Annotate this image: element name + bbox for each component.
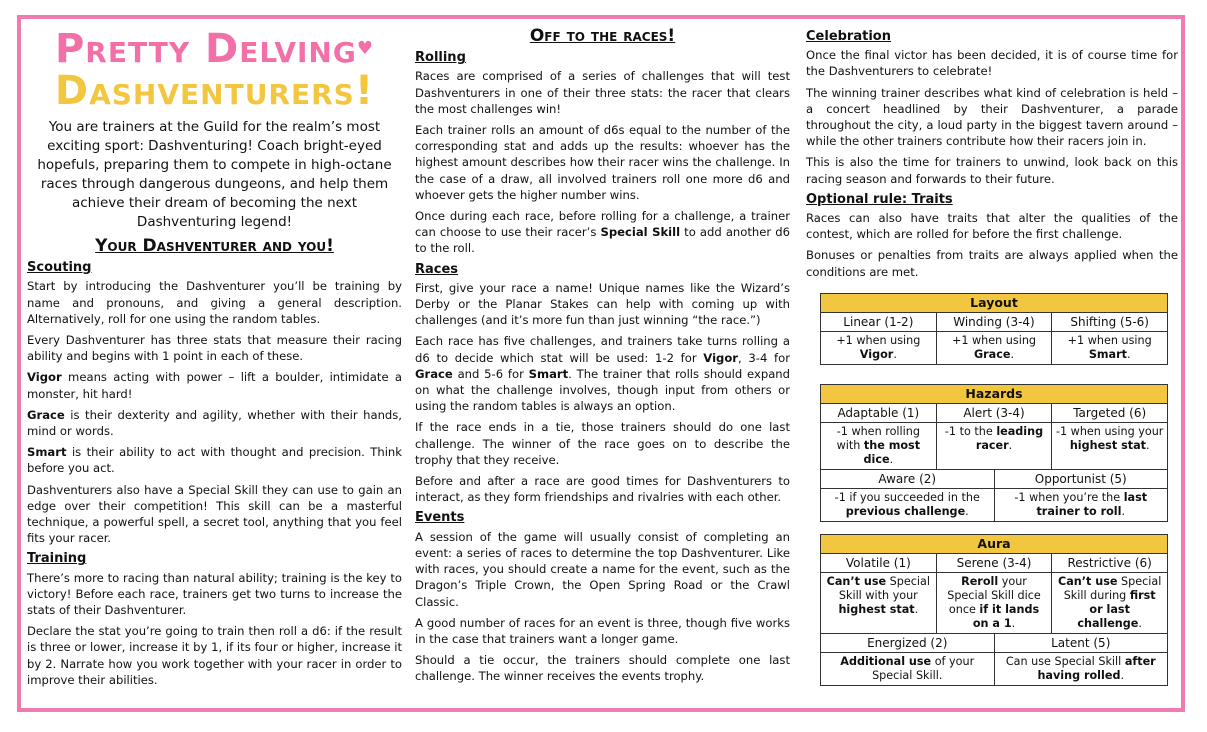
table-header: Layout xyxy=(821,294,1167,313)
trait-effect: Can’t use Special Skill during first or last challenge. xyxy=(1058,575,1162,630)
table-cell xyxy=(1052,313,1167,364)
table-cell xyxy=(1052,404,1167,469)
table-header: Hazards xyxy=(821,385,1167,404)
rolling-paragraph: Once during each race, before rolling for a challenge, a trainer can choose to use their racer’s Special Skill to add another d6 to the roll. xyxy=(415,209,790,256)
table-cell xyxy=(821,634,995,685)
table-cell xyxy=(937,404,1053,469)
trait-name: Serene (3-4) xyxy=(937,554,1052,573)
layout-table xyxy=(820,293,1168,365)
trait-name: Shifting (5-6) xyxy=(1052,313,1167,332)
table-header: Aura xyxy=(821,535,1167,554)
trait-effect: Can’t use Special Skill with your highest stat. xyxy=(826,575,930,616)
trait-effect: +1 when using Smart. xyxy=(1067,334,1152,361)
trait-effect: +1 when using Vigor. xyxy=(836,334,921,361)
races-paragraph: Each race has five challenges, and trainers take turns rolling a d6 to decide which stat will be used: 1-2 for Vigor, 3-4 for Grace and 5-6 for Smart. The trainer that rolls should expand on what the challenge involves, though input from others or using the random tables is always an option. xyxy=(415,334,791,414)
table-cell xyxy=(821,470,995,521)
table-row xyxy=(821,404,1167,469)
table-cell xyxy=(821,313,937,364)
rolling-paragraph: Each trainer rolls an amount of d6s equal to the number of the corresponding stat and adds up the results: whoever has the highest amount describes how their racer wins the challenge. In the case of a draw, all involved trainers roll one more d6 and whoever gets the higher number wins. xyxy=(415,123,790,202)
training-heading: Training xyxy=(27,551,87,567)
section-heading-dashventurer: Your Dashventurer and you! xyxy=(95,236,334,256)
races-paragraph: First, give your race a name! Unique names like the Wizard’s Derby or the Planar Stakes can help with coming up with challenges (and it’s more fun than just winning “the race.”) xyxy=(415,280,790,328)
table-cell xyxy=(821,404,937,469)
events-paragraph: Should a tie occur, the trainers should complete one last challenge. The winner receives the events trophy. xyxy=(415,653,790,684)
trait-effect: -1 when using your highest stat. xyxy=(1055,425,1164,452)
races-heading: Races xyxy=(415,261,459,277)
trait-name: Energized (2) xyxy=(821,634,994,653)
trait-name: Aware (2) xyxy=(821,470,994,489)
table-row xyxy=(821,633,1167,685)
rolling-heading: Rolling xyxy=(415,50,466,66)
events-heading: Events xyxy=(415,510,465,526)
trait-name: Restrictive (6) xyxy=(1052,554,1167,573)
table-row xyxy=(821,554,1167,633)
heart-icon: ♥ xyxy=(356,38,374,59)
hazards-table xyxy=(820,384,1168,522)
section-heading-races: Off to the races! xyxy=(529,26,676,46)
table-cell xyxy=(937,313,1053,364)
races-paragraph: Before and after a race are good times for Dashventurers to interact, as they form friendships and rivalries with each other. xyxy=(415,474,790,505)
table-cell xyxy=(937,554,1053,633)
trait-effect: -1 to the leading racer. xyxy=(944,425,1044,452)
column-left xyxy=(27,0,402,693)
celebration-paragraph: The winning trainer describes what kind of celebration is held – a concert headlined by their Dashventurer, a parade throughout the city, a loud party in the biggest tavern around – while the other trainers contribute how their racers join in. xyxy=(806,85,1178,149)
events-paragraph: A session of the game will usually consist of completing an event: a series of races to determine the top Dashventurer. Like with races, you should create a name for the event, such as the Dragon’s Triple Crown, the Open Spring Road or the Crawl Classic. xyxy=(415,529,790,609)
intro-text: You are trainers at the Guild for the realm’s most exciting sport: Dashventuring! Coach bright-eyed hopefuls, preparing them to compete in high-octane races through dangerous dungeons, and help them achieve their dream of becoming the next Dashventuring legend! xyxy=(37,119,392,230)
table-row xyxy=(821,469,1167,521)
celebration-paragraph: This is also the time for trainers to unwind, look back on this racing season and forwards to their future. xyxy=(806,155,1178,186)
trait-effect: -1 if you succeeded in the previous challenge. xyxy=(834,491,980,518)
table-cell xyxy=(995,634,1168,685)
table-row xyxy=(821,313,1167,364)
trait-effect: -1 when you’re the last trainer to roll. xyxy=(1014,491,1148,518)
logo-title-line1: Pretty Delving♥ xyxy=(54,26,374,72)
celebration-paragraph: Once the final victor has been decided, it is of course time for the Dashventurers to celebrate! xyxy=(806,48,1178,79)
table-cell xyxy=(995,470,1168,521)
scouting-heading: Scouting xyxy=(27,260,92,276)
trait-name: Adaptable (1) xyxy=(821,404,936,423)
aura-table xyxy=(820,534,1168,686)
column-right xyxy=(806,29,1178,285)
special-skill-paragraph: Dashventurers also have a Special Skill they can use to gain an edge over their competition! This skill can be a masterful technique, a powerful spell, a secret tool, anything that you feel fits your racer. xyxy=(27,482,402,546)
training-paragraph: There’s more to racing than natural ability; training is the key to victory! Before each race, trainers get two turns to increase the stats of their Dashventurer. xyxy=(27,570,402,618)
table-cell xyxy=(821,554,937,633)
races-paragraph: If the race ends in a tie, those trainers should do one last challenge. The winner of the race goes on to describe the trophy that they receive. xyxy=(415,420,790,467)
trait-name: Latent (5) xyxy=(995,634,1168,653)
traits-heading: Optional rule: Traits xyxy=(806,191,953,207)
trait-name: Opportunist (5) xyxy=(995,470,1168,489)
rolling-paragraph: Races are comprised of a series of challenges that will test Dashventurers in one of their three stats: the racer that clears the most challenges win! xyxy=(415,69,790,116)
logo-title-line2: Dashventurers! xyxy=(54,68,375,114)
scouting-paragraph: Every Dashventurer has three stats that measure their racing ability and begins with 1 point in each of these. xyxy=(27,333,402,364)
smart-paragraph: Smart is their ability to act with thought and precision. Think before you act. xyxy=(27,445,402,476)
trait-name: Alert (3-4) xyxy=(937,404,1052,423)
trait-effect: -1 when rolling with the most dice. xyxy=(836,425,921,466)
trait-name: Volatile (1) xyxy=(821,554,936,573)
vigor-paragraph: Vigor means acting with power – lift a boulder, intimidate a monster, hit hard! xyxy=(27,370,402,401)
scouting-paragraph: Start by introducing the Dashventurer you’ll be training by name and pronouns, and giving a general description. Alternatively, roll for one using the random tables. xyxy=(27,279,402,326)
trait-name: Linear (1-2) xyxy=(821,313,936,332)
grace-paragraph: Grace is their dexterity and agility, whether with their hands, mind or words. xyxy=(27,407,402,439)
trait-name: Targeted (6) xyxy=(1052,404,1167,423)
events-paragraph: A good number of races for an event is three, though five works in the case that trainers want a longer game. xyxy=(415,615,790,646)
trait-name: Winding (3-4) xyxy=(937,313,1052,332)
trait-effect: Additional use of your Special Skill. xyxy=(840,655,975,682)
celebration-heading: Celebration xyxy=(806,29,891,44)
trait-effect: +1 when using Grace. xyxy=(951,334,1037,361)
traits-paragraph: Races can also have traits that alter the qualities of the contest, which are rolled for before the first challenge. xyxy=(806,211,1178,242)
trait-effect: Reroll your Special Skill dice once if it lands on a 1. xyxy=(947,575,1041,630)
trait-effect: Can use Special Skill after having rolled. xyxy=(1005,655,1156,682)
column-middle xyxy=(415,28,790,690)
traits-paragraph: Bonuses or penalties from traits are always applied when the conditions are met. xyxy=(806,248,1178,279)
table-cell xyxy=(1052,554,1167,633)
training-paragraph: Declare the stat you’re going to train then roll a d6: if the result is three or lower, increase it by 1, if its four or higher, increase it by 2. Narrate how you work together with your racer in order to improve their abilities. xyxy=(27,624,402,687)
